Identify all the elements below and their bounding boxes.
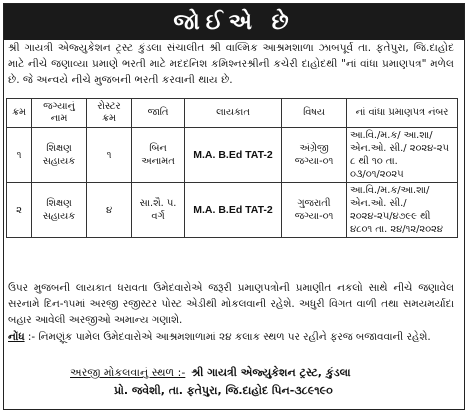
col-header-category: જાતિ xyxy=(132,99,185,128)
cell-subject: ગુજરાતી જગ્યા-૦૧ xyxy=(282,183,347,238)
address-block xyxy=(70,364,460,400)
table-row xyxy=(7,183,458,238)
address-label: અરજી મોકલવાનું સ્થળ :- xyxy=(70,366,186,379)
cell-post: શિક્ષણ સહાયક xyxy=(32,128,87,183)
vacancy-table xyxy=(6,98,458,238)
cell-noc: આ.વિ./મ.ક/ આ.શા/ એન.ઓ. સી./ ૨૦૨૪-૨૫ ૮ થી ૧૦ તા. ૦૩/૦૧/૨૦૨૫ xyxy=(347,128,458,183)
cell-qualification: M.A. B.Ed TAT-2 xyxy=(185,183,282,238)
cell-noc: આ.વિ./મ.ક/આ.શા/એન.ઓ. સી./૨૦૨૪-૨૫/૪૭૯૯ થી ૪૮૦૧ તા. ૨૪/૧૨/૨૦૨૪ xyxy=(347,183,458,238)
col-header-post: જગ્યાનું નામ xyxy=(32,99,87,128)
col-header-noc: નાં વાંધા પ્રમાણપત્ર નંબર xyxy=(347,99,458,128)
cell-post: શિક્ષણ સહાયક xyxy=(32,183,87,238)
cell-sr: ૧ xyxy=(7,128,32,183)
instructions-paragraph: ઉપર મુજબની લાયકાત ધરાવતા ઉમેદવારોએ જરૂરી પ્રમાણપત્રોની પ્રમાણીત નકલો સાથે નીચે જણાવેલ સરનામે દિન-૧૫માં અરજી રજીસ્ટર પોસ્ટ એડીથી મોકલવાની રહેશે. અધુરી વિગત વાળી તથા સમયમર્યાદા બહાર આવેલી અરજીઓ અમાન્ય ગણાશે. xyxy=(8,282,454,326)
table-row xyxy=(7,128,458,183)
intro-paragraph: શ્રી ગાયત્રી એજ્યુકેશન ટ્રસ્ટ કુંડલા સંચાલીત શ્રી વાલ્મિક આશ્રમશાળા ઝાબપૂર્વ તા. ફતેપુરા, જિ.દાહોદ માટે નીચે જણાવ્યા પ્રમાણે ભરતી માટે મદદનિશ કમિશ્નરશ્રીની કચેરી દાહોદથી "નાં વાંધા પ્રમાણપત્ર" મળેલ છે. જે અન્વયે નીચે મુજબની ભરતી કરવાની થાય છે. xyxy=(8,42,454,86)
address-line-2: પ્રો. જવેશી, તા. ફતેપુરા, જિ.દાહોદ પિન-૩૮૯૧૯૦ xyxy=(114,384,333,397)
col-header-qualification: લાયકાત xyxy=(185,99,282,128)
cell-roster: ૪ xyxy=(87,183,132,238)
cell-subject: અંગ્રેજી જગ્યા-૦૧ xyxy=(282,128,347,183)
table-header-row xyxy=(7,99,458,128)
header-banner xyxy=(4,4,464,40)
address-row-1 xyxy=(70,364,460,382)
note-text: :- નિમણૂંક પામેલ ઉમેદવારોએ આશ્રમશાળામાં ૨૪ કલાક સ્થળ પર રહીને ફરજ બજાવવાની રહેશે. xyxy=(27,331,431,343)
cell-category: બિન અનામત xyxy=(132,128,185,183)
cell-roster: ૧ xyxy=(87,128,132,183)
note-block xyxy=(8,330,454,345)
col-header-roster: રોસ્ટર ક્રમ xyxy=(87,99,132,128)
cell-category: સા.શૈ. પ. વર્ગ xyxy=(132,183,185,238)
col-header-subject: વિષય xyxy=(282,99,347,128)
address-row-2 xyxy=(70,382,460,400)
cell-qualification: M.A. B.Ed TAT-2 xyxy=(185,128,282,183)
cell-sr: ૨ xyxy=(7,183,32,238)
address-line-1: શ્રી ગાયત્રી એજ્યુકેશન ટ્રસ્ટ, કુંડલા xyxy=(191,366,351,379)
header-title: જોઈએ છે xyxy=(173,9,295,35)
col-header-sr: ક્રમ xyxy=(7,99,32,128)
note-label: નોંધ xyxy=(8,331,25,343)
